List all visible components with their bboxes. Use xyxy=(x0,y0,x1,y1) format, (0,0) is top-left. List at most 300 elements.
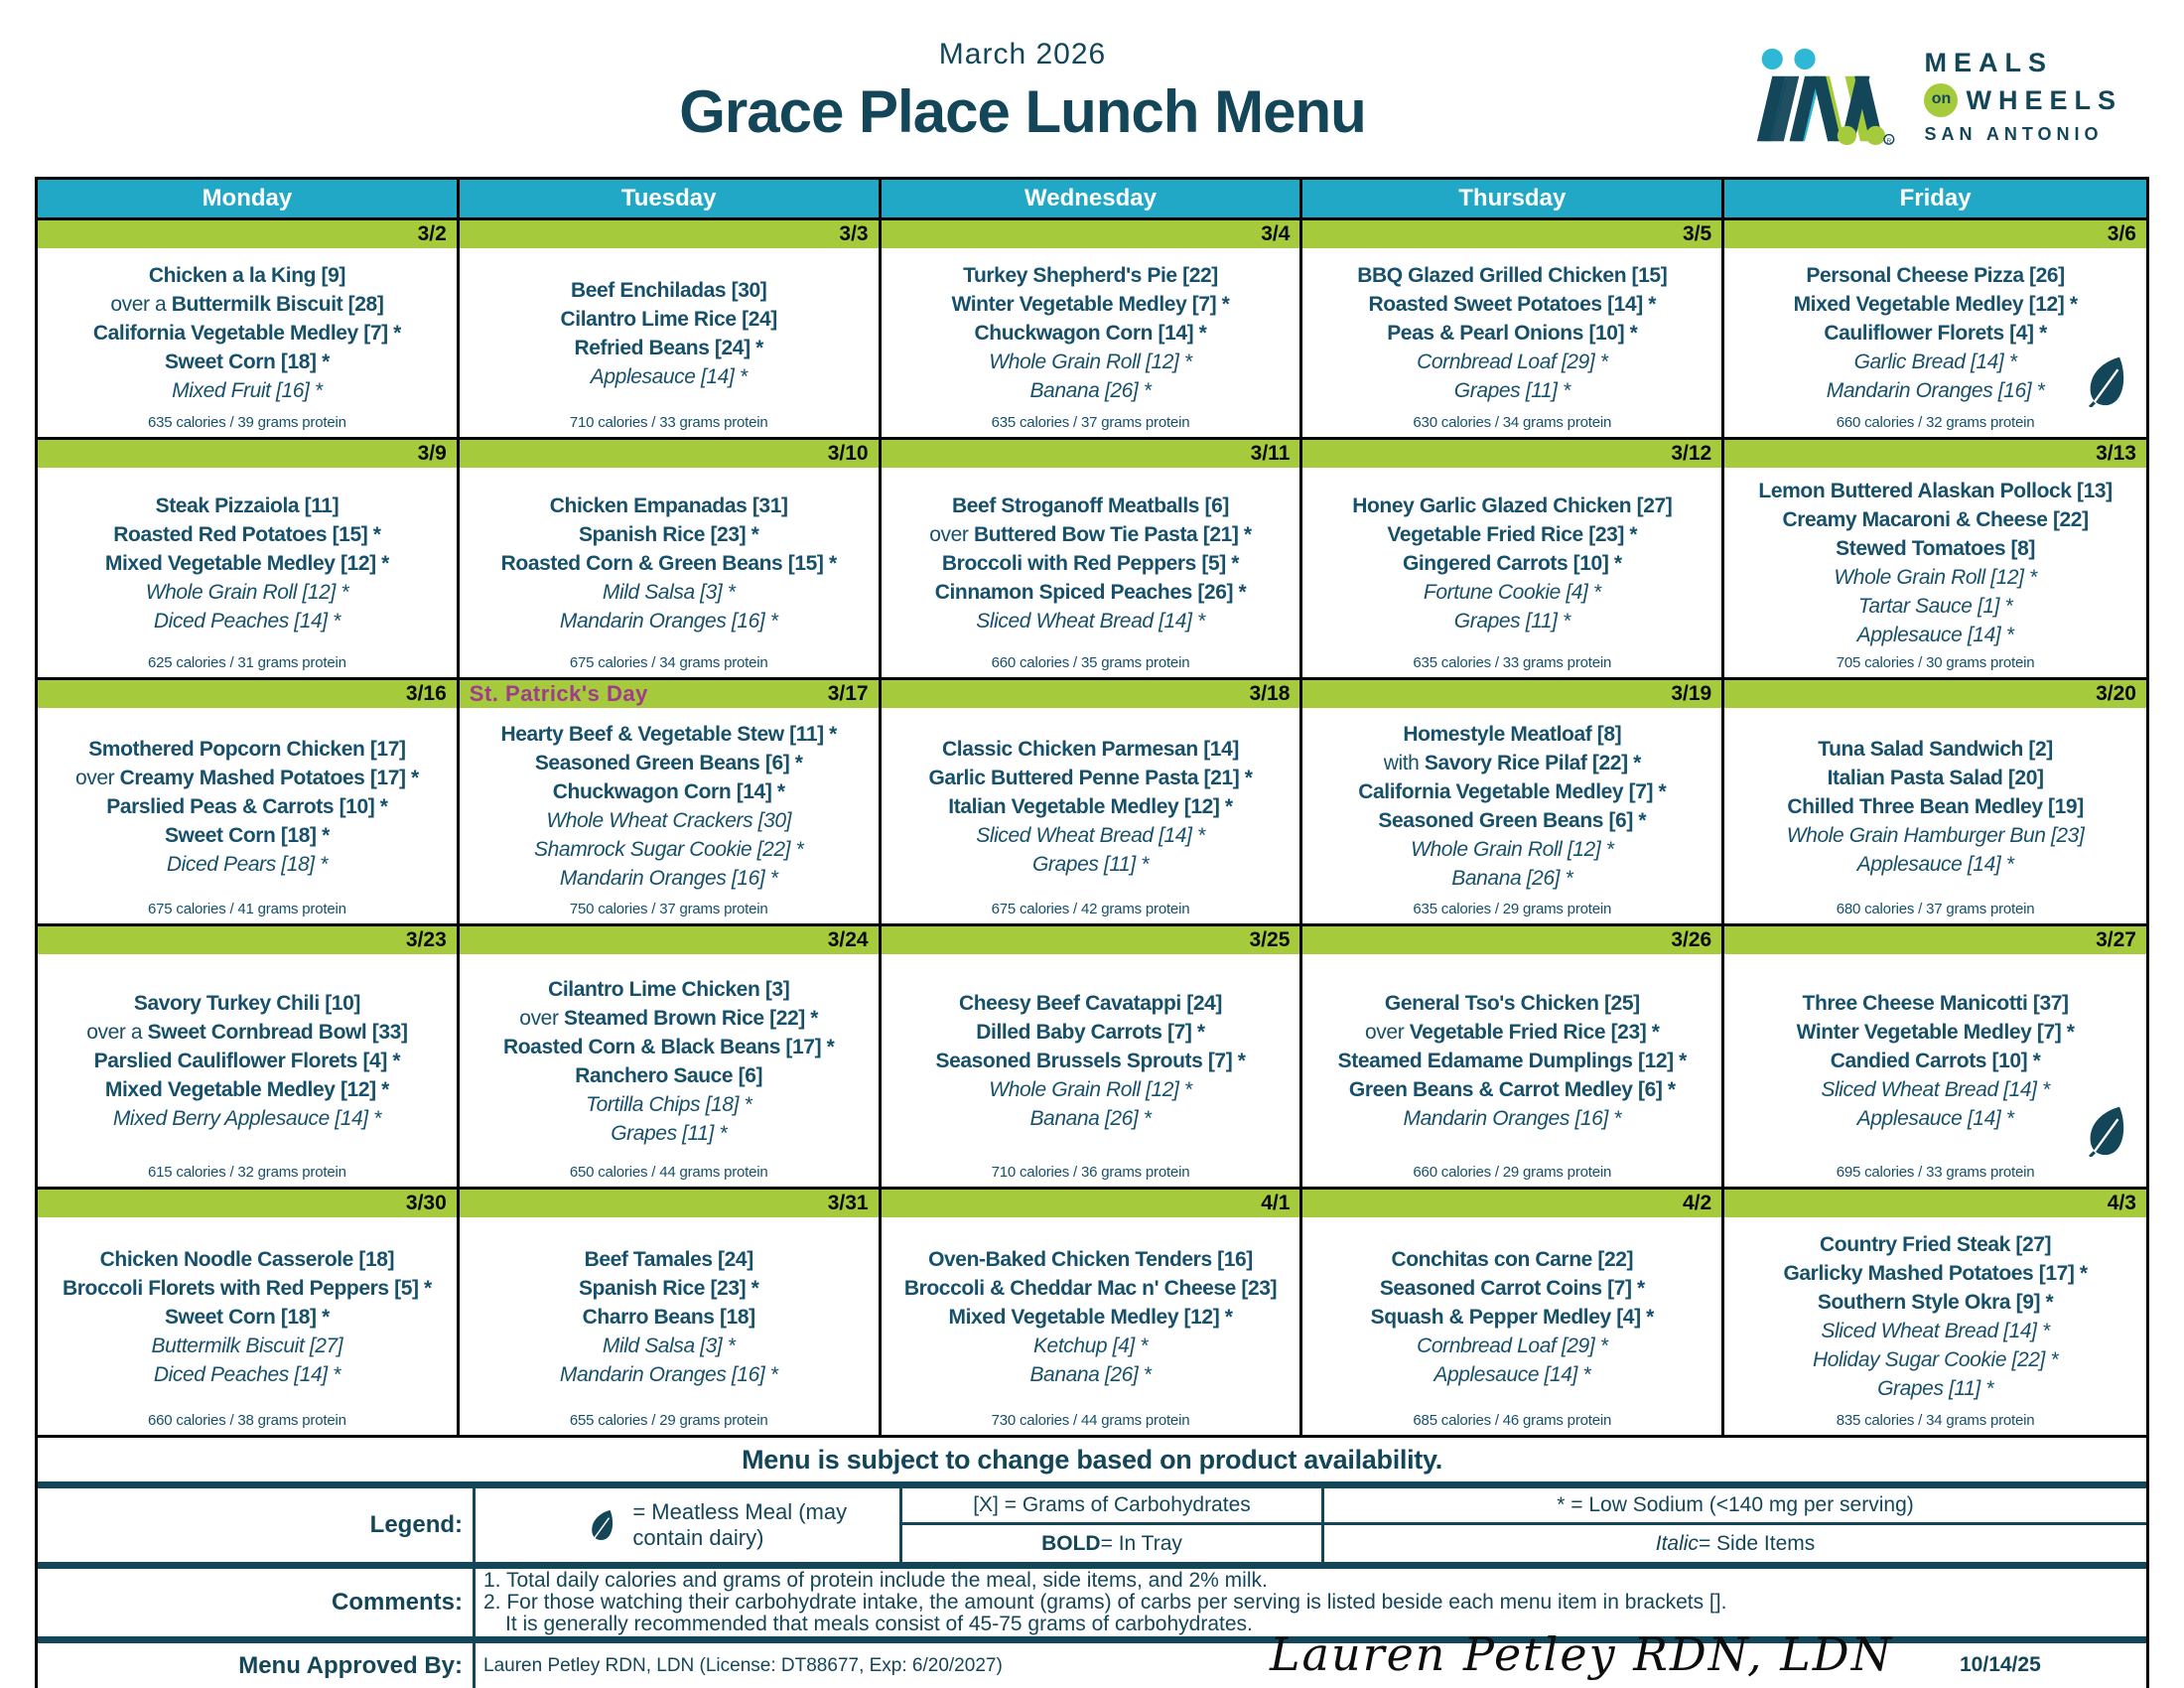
tray-item: with Savory Rice Pilaf [22] * xyxy=(1383,752,1641,774)
day-cell-3-18 xyxy=(882,680,1303,923)
side-item: Sliced Wheat Bread [14] * xyxy=(1821,1078,2050,1101)
tray-item: Roasted Red Potatoes [15] * xyxy=(113,522,381,546)
date-band xyxy=(460,680,879,708)
side-item: Mandarin Oranges [16] * xyxy=(1826,379,2045,402)
side-item: Whole Grain Roll [12] * xyxy=(145,580,349,604)
menu-items xyxy=(884,712,1298,901)
comments-body xyxy=(473,1569,2146,1636)
menu-items xyxy=(884,1221,1298,1412)
tray-item: Beef Stroganoff Meatballs [6] xyxy=(952,493,1229,517)
calories-protein-label: 660 calories / 32 grams protein xyxy=(1836,414,2035,431)
divider xyxy=(38,1481,2146,1488)
side-item: Ketchup [4] * xyxy=(1032,1334,1149,1357)
tray-item: Ranchero Sauce [6] xyxy=(575,1063,763,1087)
page-header xyxy=(0,38,2045,146)
day-cell-3-30 xyxy=(38,1190,460,1435)
tray-item: BBQ Glazed Grilled Chicken [15] xyxy=(1357,264,1668,287)
tray-item: Broccoli with Red Peppers [5] * xyxy=(941,551,1240,575)
side-item: Grapes [11] * xyxy=(1453,609,1570,633)
calories-protein-label: 655 calories / 29 grams protein xyxy=(569,1412,768,1429)
day-cell-3-23 xyxy=(38,926,460,1187)
calories-protein-label: 635 calories / 37 grams protein xyxy=(991,414,1190,431)
day-cell-3-31 xyxy=(460,1190,882,1435)
day-cell-3-13 xyxy=(1724,440,2146,677)
day-cell-3-20 xyxy=(1724,680,2146,923)
side-item: Holiday Sugar Cookie [22] * xyxy=(1812,1348,2059,1371)
side-item: Grapes [11] * xyxy=(1032,852,1149,876)
tray-item: Roasted Corn & Black Beans [17] * xyxy=(502,1035,835,1058)
tray-item: Smothered Popcorn Chicken [17] xyxy=(88,737,406,761)
tray-item: Italian Pasta Salad [20] xyxy=(1827,766,2044,789)
day-header-friday: Friday xyxy=(1899,185,1972,211)
side-item: Banana [26] * xyxy=(1451,867,1573,890)
date-band xyxy=(460,926,879,954)
date-label: 3/19 xyxy=(1671,682,1712,705)
date-label: 4/1 xyxy=(1261,1192,1291,1214)
logo-wordmark xyxy=(1924,49,2122,143)
tray-item: Seasoned Green Beans [6] * xyxy=(534,752,803,774)
date-label: 3/11 xyxy=(1250,442,1291,465)
day-cell-3-24 xyxy=(460,926,882,1187)
tray-item: Beef Enchiladas [30] xyxy=(570,278,767,302)
side-item: Mandarin Oranges [16] * xyxy=(559,1362,778,1386)
week-row xyxy=(38,1187,2146,1435)
date-band xyxy=(1302,440,1721,468)
date-label: 4/2 xyxy=(1682,1192,1712,1214)
legend-label: Legend: xyxy=(369,1511,463,1538)
calories-protein-label: 660 calories / 35 grams protein xyxy=(991,654,1190,671)
tray-item: Country Fried Steak [27] xyxy=(1820,1233,2052,1256)
calories-protein-label: 635 calories / 33 grams protein xyxy=(1413,654,1612,671)
comment-line: 1. Total daily calories and grams of protein include the meal, side items, and 2% milk. xyxy=(483,1569,1268,1592)
tray-item: Mixed Vegetable Medley [12] * xyxy=(1793,293,2078,316)
calories-protein-label: 675 calories / 41 grams protein xyxy=(148,901,346,917)
calories-protein-label: 730 calories / 44 grams protein xyxy=(991,1412,1190,1429)
date-band xyxy=(1724,1190,2146,1217)
approver-credentials: Lauren Petley RDN, LDN (License: DT88677, Exp: 6/20/2027) xyxy=(483,1654,1003,1676)
tray-item: Roasted Sweet Potatoes [14] * xyxy=(1368,293,1657,316)
side-item: Mixed Berry Applesauce [14] * xyxy=(112,1107,381,1130)
approved-by-label: Menu Approved By: xyxy=(238,1651,463,1679)
side-item: Cornbread Loaf [29] * xyxy=(1417,1334,1608,1357)
tray-item: Chicken Noodle Casserole [18] xyxy=(99,1247,395,1271)
tray-item: Homestyle Meatloaf [8] xyxy=(1403,723,1622,746)
calories-protein-label: 615 calories / 32 grams protein xyxy=(148,1164,346,1181)
date-band xyxy=(1302,220,1721,248)
day-cell-3-27 xyxy=(1724,926,2146,1187)
side-item: Banana [26] * xyxy=(1029,1362,1152,1386)
legend-carbs: [X] = Grams of Carbohydrates xyxy=(899,1488,1321,1525)
month-label: March 2026 xyxy=(938,38,1107,70)
logo-on-badge: on xyxy=(1924,83,1958,117)
menu-items xyxy=(1726,252,2144,414)
date-band xyxy=(882,680,1300,708)
calories-protein-label: 750 calories / 37 grams protein xyxy=(569,901,768,917)
calories-protein-label: 675 calories / 42 grams protein xyxy=(991,901,1190,917)
date-label: 3/9 xyxy=(417,442,447,465)
tray-item: California Vegetable Medley [7] * xyxy=(1358,780,1667,803)
side-item: Whole Grain Roll [12] * xyxy=(1834,566,2037,589)
date-band xyxy=(882,926,1300,954)
tray-item: Tuna Salad Sandwich [2] xyxy=(1818,737,2053,761)
tray-item: Cauliflower Florets [4] * xyxy=(1824,322,2047,345)
calories-protein-label: 660 calories / 38 grams protein xyxy=(148,1412,346,1429)
date-band xyxy=(1302,926,1721,954)
comments-label: Comments: xyxy=(331,1589,463,1616)
tray-item: over Steamed Brown Rice [22] * xyxy=(519,1006,819,1030)
date-label: 3/5 xyxy=(1682,222,1712,245)
side-item: Applesauce [14] * xyxy=(1856,624,2014,646)
date-band xyxy=(38,220,457,248)
side-item: Banana [26] * xyxy=(1029,379,1152,402)
date-label: 3/20 xyxy=(2096,682,2136,705)
day-cell-3-26 xyxy=(1302,926,1724,1187)
holiday-label: St. Patrick's Day xyxy=(469,681,648,706)
tray-item: Dilled Baby Carrots [7] * xyxy=(976,1021,1205,1044)
tray-item: Vegetable Fried Rice [23] * xyxy=(1387,522,1638,546)
tray-item: Cilantro Lime Rice [24] xyxy=(560,307,777,331)
approved-by-body xyxy=(473,1627,2146,1688)
tray-item: Savory Turkey Chili [10] xyxy=(133,992,360,1015)
menu-calendar xyxy=(35,177,2149,1688)
side-item: Grapes [11] * xyxy=(1877,1377,1994,1400)
date-label: 3/10 xyxy=(827,442,869,465)
date-band xyxy=(460,220,879,248)
side-item: Applesauce [14] * xyxy=(1856,1107,2014,1130)
calories-protein-label: 705 calories / 30 grams protein xyxy=(1836,654,2035,671)
date-band xyxy=(38,1190,457,1217)
calories-protein-label: 660 calories / 29 grams protein xyxy=(1413,1164,1612,1181)
menu-items xyxy=(40,1221,455,1412)
legend-sodium: * = Low Sodium (<140 mg per serving) xyxy=(1321,1488,2146,1525)
day-cell-3-5 xyxy=(1302,220,1724,437)
comments-section xyxy=(38,1569,2146,1636)
tray-item: Parslied Peas & Carrots [10] * xyxy=(106,794,388,818)
menu-items xyxy=(40,252,455,414)
menu-items xyxy=(40,958,455,1164)
date-band xyxy=(38,680,457,708)
side-item: Whole Grain Roll [12] * xyxy=(989,1078,1192,1101)
day-header-tuesday: Tuesday xyxy=(460,180,882,217)
calories-protein-label: 635 calories / 39 grams protein xyxy=(148,414,346,431)
approver-signature: Lauren Petley RDN, LDN xyxy=(1270,1627,1893,1681)
day-cell-3-17 xyxy=(460,680,882,923)
side-item: Tortilla Chips [18] * xyxy=(586,1092,752,1116)
tray-item: Mixed Vegetable Medley [12] * xyxy=(948,1305,1233,1329)
logo-wheels: WHEELS xyxy=(1966,84,2122,115)
day-cell-3-11 xyxy=(882,440,1303,677)
menu-items xyxy=(1726,712,2144,901)
side-item: Diced Pears [18] * xyxy=(166,852,328,876)
menu-items xyxy=(40,712,455,901)
side-item: Diced Peaches [14] * xyxy=(153,609,341,633)
menu-items xyxy=(884,252,1298,414)
approval-date: 10/14/25 xyxy=(1960,1653,2041,1676)
tray-item: Winter Vegetable Medley [7] * xyxy=(1796,1021,2075,1044)
menu-grid xyxy=(38,217,2146,1435)
tray-item: Broccoli Florets with Red Peppers [5] * xyxy=(62,1276,432,1300)
tray-item: Turkey Shepherd's Pie [22] xyxy=(963,264,1218,287)
calories-protein-label: 710 calories / 36 grams protein xyxy=(991,1164,1190,1181)
tray-item: over Buttered Bow Tie Pasta [21] * xyxy=(929,522,1252,546)
tray-item: Spanish Rice [23] * xyxy=(578,522,759,546)
week-row xyxy=(38,217,2146,437)
date-band xyxy=(1724,220,2146,248)
date-label: 3/4 xyxy=(1261,222,1291,245)
tray-item: Garlicky Mashed Potatoes [17] * xyxy=(1783,1262,2088,1285)
date-label: 3/6 xyxy=(2107,222,2136,245)
tray-item: Honey Garlic Glazed Chicken [27] xyxy=(1352,493,1673,517)
tray-item: Seasoned Brussels Sprouts [7] * xyxy=(935,1050,1246,1072)
date-band xyxy=(38,440,457,468)
date-label: 3/31 xyxy=(827,1192,869,1214)
side-item: Whole Grain Roll [12] * xyxy=(989,351,1192,373)
date-band xyxy=(882,440,1300,468)
tray-item: Refried Beans [24] * xyxy=(574,336,763,359)
date-label: 3/23 xyxy=(405,928,447,951)
tray-item: Cheesy Beef Cavatappi [24] xyxy=(958,992,1223,1015)
meatless-leaf-icon xyxy=(2087,1105,2130,1157)
divider xyxy=(38,1562,2146,1569)
side-item: Mandarin Oranges [16] * xyxy=(559,867,778,890)
calories-protein-label: 630 calories / 34 grams protein xyxy=(1413,414,1612,431)
date-band xyxy=(1724,926,2146,954)
menu-items xyxy=(462,1221,877,1412)
tray-item: Creamy Macaroni & Cheese [22] xyxy=(1782,508,2089,531)
menu-items xyxy=(462,252,877,414)
legend-italic: Italic = Side Items xyxy=(1321,1525,2146,1562)
tray-item: Chicken Empanadas [31] xyxy=(549,493,788,517)
menu-items xyxy=(1304,958,1719,1164)
tray-item: Mixed Vegetable Medley [12] * xyxy=(104,1078,389,1101)
side-item: Whole Grain Roll [12] * xyxy=(1411,838,1614,861)
meals-on-wheels-logo xyxy=(1753,44,2122,149)
date-band xyxy=(1302,1190,1721,1217)
date-label: 4/3 xyxy=(2107,1192,2136,1214)
meals-on-wheels-mark-icon xyxy=(1753,44,1910,149)
calories-protein-label: 695 calories / 33 grams protein xyxy=(1836,1164,2035,1181)
day-cell-3-3 xyxy=(460,220,882,437)
date-label: 3/25 xyxy=(1249,928,1291,951)
tray-item: Garlic Buttered Penne Pasta [21] * xyxy=(928,766,1253,789)
date-label: 3/3 xyxy=(839,222,869,245)
date-label: 3/2 xyxy=(417,222,447,245)
tray-item: Chuckwagon Corn [14] * xyxy=(974,322,1207,345)
tray-item: Candied Carrots [10] * xyxy=(1830,1050,2041,1072)
tray-item: Hearty Beef & Vegetable Stew [11] * xyxy=(500,723,837,746)
day-cell-3-6 xyxy=(1724,220,2146,437)
menu-items xyxy=(1726,1221,2144,1412)
approved-section xyxy=(38,1627,2146,1688)
date-band xyxy=(882,1190,1300,1217)
comment-line: It is generally recommended that meals consist of 45-75 grams of carbohydrates. xyxy=(505,1613,1253,1635)
date-label: 3/12 xyxy=(1671,442,1712,465)
tray-item: over Vegetable Fried Rice [23] * xyxy=(1365,1021,1660,1044)
leaf-icon xyxy=(590,1503,616,1547)
day-cell-4-3 xyxy=(1724,1190,2146,1435)
side-item: Mild Salsa [3] * xyxy=(602,580,736,604)
tray-item: over a Sweet Cornbread Bowl [33] xyxy=(86,1021,408,1044)
date-band xyxy=(460,440,879,468)
tray-item: Chilled Three Bean Medley [19] xyxy=(1787,794,2084,818)
menu-items xyxy=(1304,472,1719,654)
day-cell-3-2 xyxy=(38,220,460,437)
menu-items xyxy=(462,958,877,1164)
day-cell-4-1 xyxy=(882,1190,1303,1435)
side-item: Shamrock Sugar Cookie [22] * xyxy=(534,838,804,861)
tray-item: Lemon Buttered Alaskan Pollock [13] xyxy=(1758,480,2113,502)
logo-meals: MEALS xyxy=(1924,48,2053,78)
side-item: Applesauce [14] * xyxy=(1433,1362,1591,1386)
tray-item: Cinnamon Spiced Peaches [26] * xyxy=(934,580,1247,604)
week-row xyxy=(38,437,2146,677)
day-header-wednesday: Wednesday xyxy=(882,180,1303,217)
date-band xyxy=(882,220,1300,248)
side-item: Mixed Fruit [16] * xyxy=(172,379,323,402)
tray-item: over Creamy Mashed Potatoes [17] * xyxy=(74,766,419,789)
date-band xyxy=(1302,680,1721,708)
tray-item: Steamed Edamame Dumplings [12] * xyxy=(1337,1050,1687,1072)
tray-item: Oven-Baked Chicken Tenders [16] xyxy=(928,1247,1253,1271)
tray-item: Sweet Corn [18] * xyxy=(164,1305,330,1329)
legend-meatless xyxy=(473,1488,899,1562)
menu-items xyxy=(462,472,877,654)
side-item: Sliced Wheat Bread [14] * xyxy=(976,609,1205,633)
menu-items xyxy=(40,472,455,654)
day-header-monday: Monday xyxy=(38,180,460,217)
side-item: Sliced Wheat Bread [14] * xyxy=(1821,1320,2050,1342)
tray-item: Classic Chicken Parmesan [14] xyxy=(942,737,1239,761)
tray-item: Sweet Corn [18] * xyxy=(164,823,330,847)
calories-protein-label: 835 calories / 34 grams protein xyxy=(1836,1412,2035,1429)
date-label: 3/16 xyxy=(405,682,447,705)
day-cell-3-10 xyxy=(460,440,882,677)
tray-item: Seasoned Green Beans [6] * xyxy=(1378,809,1647,832)
logo-city: SAN ANTONIO xyxy=(1924,123,2104,144)
side-item: Whole Grain Hamburger Bun [23] xyxy=(1786,823,2085,847)
menu-items xyxy=(462,712,877,901)
date-label: 3/27 xyxy=(2096,928,2136,951)
tray-item: Chuckwagon Corn [14] * xyxy=(552,780,785,803)
day-cell-3-12 xyxy=(1302,440,1724,677)
tray-item: Cilantro Lime Chicken [3] xyxy=(548,977,790,1001)
tray-item: over a Buttermilk Biscuit [28] xyxy=(110,293,384,316)
date-band xyxy=(1724,440,2146,468)
day-cell-3-19 xyxy=(1302,680,1724,923)
tray-item: Broccoli & Cheddar Mac n' Cheese [23] xyxy=(903,1276,1278,1300)
calories-protein-label: 650 calories / 44 grams protein xyxy=(569,1164,768,1181)
date-band xyxy=(38,926,457,954)
side-item: Whole Wheat Crackers [30] xyxy=(546,809,792,832)
side-item: Applesauce [14] * xyxy=(590,364,748,388)
calories-protein-label: 680 calories / 37 grams protein xyxy=(1836,901,2035,917)
calories-protein-label: 625 calories / 31 grams protein xyxy=(148,654,346,671)
tray-item: Seasoned Carrot Coins [7] * xyxy=(1379,1276,1645,1300)
tray-item: Roasted Corn & Green Beans [15] * xyxy=(500,551,837,575)
side-item: Banana [26] * xyxy=(1029,1107,1152,1130)
menu-items xyxy=(1304,1221,1719,1412)
side-item: Fortune Cookie [4] * xyxy=(1423,580,1601,604)
menu-items xyxy=(1726,958,2144,1164)
calories-protein-label: 685 calories / 46 grams protein xyxy=(1413,1412,1612,1429)
legend-bold: BOLD = In Tray xyxy=(899,1525,1321,1562)
tray-item: Parslied Cauliflower Florets [4] * xyxy=(93,1050,401,1072)
tray-item: Italian Vegetable Medley [12] * xyxy=(948,794,1233,818)
day-header-row xyxy=(38,180,2146,217)
tray-item: Steak Pizzaiola [11] xyxy=(155,493,340,517)
side-item: Applesauce [14] * xyxy=(1856,852,2014,876)
tray-item: Beef Tamales [24] xyxy=(584,1247,753,1271)
day-cell-3-25 xyxy=(882,926,1303,1187)
tray-item: Charro Beans [18] xyxy=(582,1305,755,1329)
day-cell-3-9 xyxy=(38,440,460,677)
date-band xyxy=(1724,680,2146,708)
svg-text:R: R xyxy=(1886,138,1892,146)
day-cell-3-16 xyxy=(38,680,460,923)
tray-item: Southern Style Okra [9] * xyxy=(1817,1291,2054,1314)
page-title: Grace Place Lunch Menu xyxy=(679,78,1366,145)
week-row xyxy=(38,677,2146,923)
menu-items xyxy=(1726,472,2144,654)
tray-item: Gingered Carrots [10] * xyxy=(1402,551,1622,575)
calories-protein-label: 710 calories / 33 grams protein xyxy=(569,414,768,431)
side-item: Garlic Bread [14] * xyxy=(1853,351,2017,373)
tray-item: Peas & Pearl Onions [10] * xyxy=(1387,322,1638,345)
side-item: Cornbread Loaf [29] * xyxy=(1417,351,1608,373)
side-item: Buttermilk Biscuit [27] xyxy=(151,1334,343,1357)
day-header-thursday: Thursday xyxy=(1302,180,1724,217)
tray-item: Sweet Corn [18] * xyxy=(164,351,330,373)
side-item: Mild Salsa [3] * xyxy=(602,1334,736,1357)
date-label: 3/18 xyxy=(1249,682,1291,705)
side-item: Mandarin Oranges [16] * xyxy=(1403,1107,1622,1130)
menu-items xyxy=(1304,712,1719,901)
date-label: 3/24 xyxy=(827,928,869,951)
tray-item: Conchitas con Carne [22] xyxy=(1391,1247,1634,1271)
tray-item: Squash & Pepper Medley [4] * xyxy=(1370,1305,1654,1329)
legend-section xyxy=(38,1488,2146,1562)
tray-item: Personal Cheese Pizza [26] xyxy=(1806,264,2065,287)
legend-meatless-text: = Meatless Meal (may contain dairy) xyxy=(632,1499,848,1550)
side-item: Sliced Wheat Bread [14] * xyxy=(976,823,1205,847)
day-cell-3-4 xyxy=(882,220,1303,437)
availability-notice: Menu is subject to change based on product availability. xyxy=(38,1435,2146,1481)
comment-line: 2. For those watching their carbohydrate intake, the amount (grams) of carbs per serving is listed beside each menu item in brackets []. xyxy=(483,1591,1727,1614)
menu-items xyxy=(884,472,1298,654)
tray-item: Winter Vegetable Medley [7] * xyxy=(951,293,1230,316)
tray-item: Mixed Vegetable Medley [12] * xyxy=(104,551,389,575)
side-item: Grapes [11] * xyxy=(1453,379,1570,402)
date-label: 3/13 xyxy=(2096,442,2136,465)
date-label: 3/26 xyxy=(1671,928,1712,951)
tray-item: Three Cheese Manicotti [37] xyxy=(1802,992,2069,1015)
menu-items xyxy=(1304,252,1719,414)
day-cell-4-2 xyxy=(1302,1190,1724,1435)
meatless-leaf-icon xyxy=(2087,355,2130,407)
date-band xyxy=(460,1190,879,1217)
tray-item: Green Beans & Carrot Medley [6] * xyxy=(1348,1078,1676,1101)
date-label: 3/30 xyxy=(405,1192,447,1214)
side-item: Tartar Sauce [1] * xyxy=(1857,595,2013,618)
tray-item: General Tso's Chicken [25] xyxy=(1384,992,1640,1015)
tray-item: Chicken a la King [9] xyxy=(148,264,345,287)
menu-items xyxy=(884,958,1298,1164)
tray-item: California Vegetable Medley [7] * xyxy=(92,322,401,345)
calories-protein-label: 635 calories / 29 grams protein xyxy=(1413,901,1612,917)
side-item: Grapes [11] * xyxy=(611,1121,728,1145)
tray-item: Stewed Tomatoes [8] xyxy=(1836,537,2036,560)
calories-protein-label: 675 calories / 34 grams protein xyxy=(569,654,768,671)
